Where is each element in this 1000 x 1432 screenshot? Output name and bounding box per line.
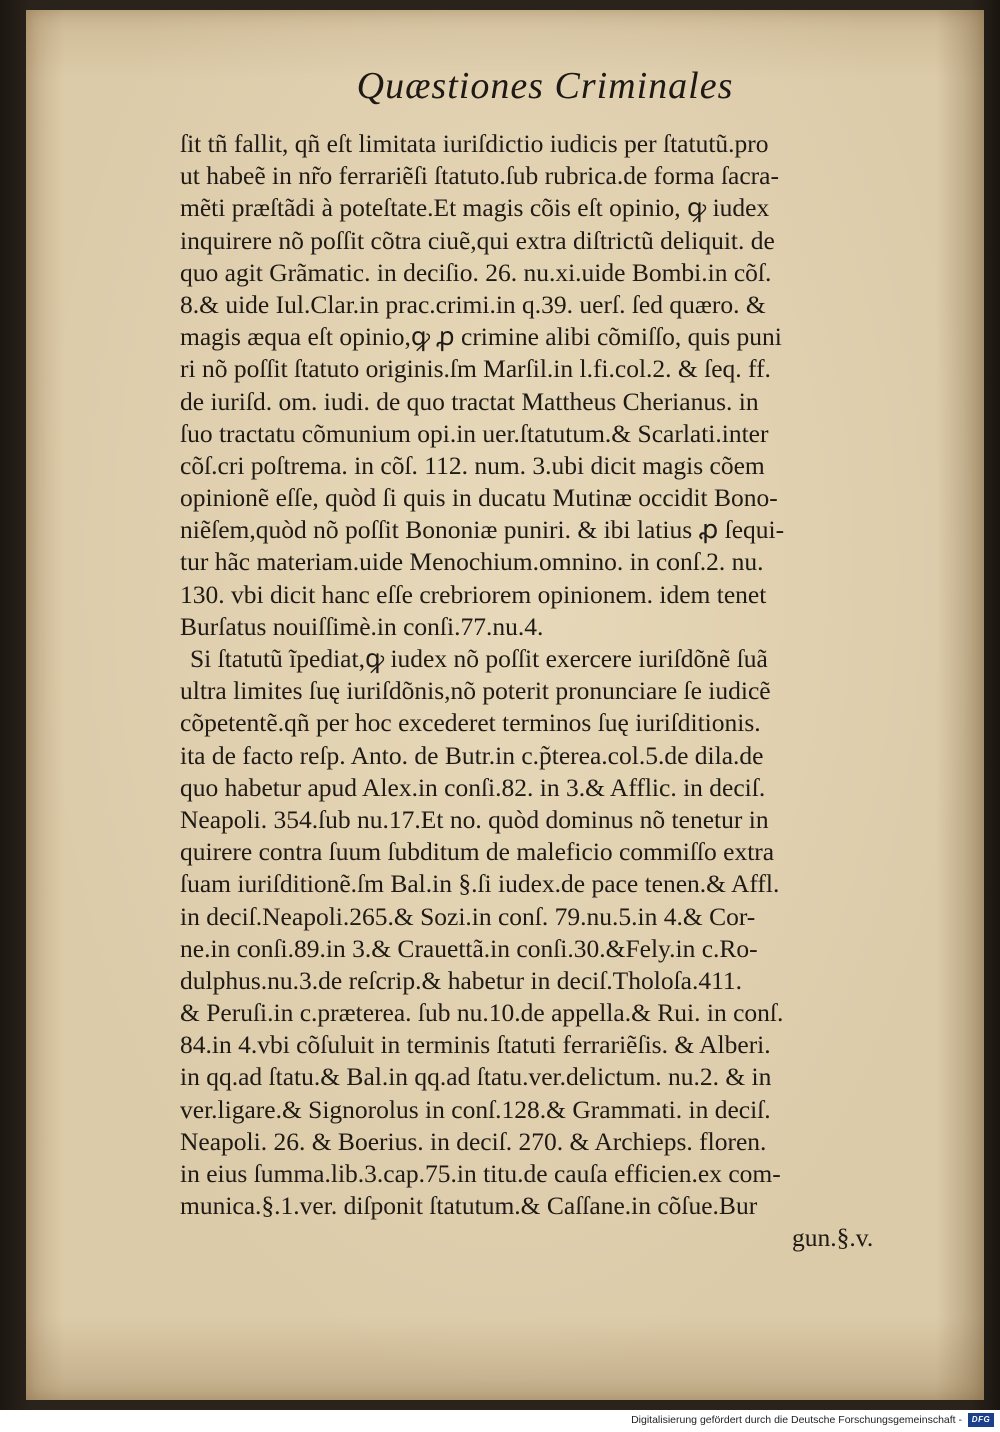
text-line: opinionẽ eſſe, quòd ſi quis in ducatu Mutinæ occidit Bono-	[180, 483, 778, 513]
text-line: tur hãc materiam.uide Menochium.omnino. in conſ.2. nu.	[180, 547, 764, 577]
text-line: 130. vbi dicit hanc eſſe crebriorem opinionem. idem tenet	[180, 579, 767, 609]
text-line: 8.& uide Iul.Clar.in prac.crimi.in q.39. uerſ. ſed quæro. &	[180, 289, 766, 319]
dfg-logo: DFG	[968, 1413, 994, 1427]
text-line: ver.ligare.& Signorolus in conſ.128.& Grammati. in deciſ.	[180, 1094, 771, 1124]
text-line: inquirere nõ poſſit cõtra ciuẽ,qui extra diſtrictũ deliquit. de	[180, 225, 775, 255]
text-line: ita de facto reſp. Anto. de Butr.in c.p̃terea.col.5.de dila.de	[180, 740, 764, 770]
text-line: in deciſ.Neapoli.265.& Sozi.in conſ. 79.nu.5.in 4.& Cor-	[180, 901, 756, 931]
paragraph-start-line: Si ſtatutũ ĩpediat,ꝙ iudex nõ poſſit exercere iuriſdõnẽ ſuã	[190, 644, 768, 673]
text-line: Neapoli. 354.ſub nu.17.Et no. quòd dominus nõ tenetur in	[180, 804, 769, 834]
text-line: Burſatus nouiſſimè.in conſi.77.nu.4.	[180, 611, 544, 641]
text-line: cõpetentẽ.qñ per hoc excederet terminos ſuę iuriſditionis.	[180, 708, 761, 738]
final-line: gun.§.v.	[792, 1223, 874, 1253]
text-line: munica.§.1.ver. diſponit ſtatutum.& Caſſane.in cõſue.Bur	[180, 1191, 758, 1221]
text-line: ut habeẽ in nr̃o ferrariẽſi ſtatuto.ſub rubrica.de forma ſacra-	[180, 161, 779, 191]
text-line: 84.in 4.vbi cõſuluit in terminis ſtatuti ferrariẽſis. & Alberi.	[180, 1030, 771, 1060]
text-line: magis æqua eſt opinio,ꝙ ꝓ crimine alibi cõmiſſo, quis puni	[180, 322, 782, 352]
text-line: in eius ſumma.lib.3.cap.75.in titu.de cauſa efficien.ex com-	[180, 1159, 781, 1188]
funding-credit: Digitalisierung gefördert durch die Deutsche Forschungsgemeinschaft -	[631, 1414, 962, 1426]
text-line: Neapoli. 26. & Boerius. in deciſ. 270. & Archieps. floren.	[180, 1126, 767, 1156]
text-line: ne.in conſi.89.in 3.& Crauettã.in conſi.30.&Fely.in c.Ro-	[180, 933, 758, 963]
text-line: mẽti præſtãdi à poteſtate.Et magis cõis eſt opinio, ꝙ iudex	[180, 193, 770, 223]
text-line: niẽſem,quòd nõ poſſit Bononiæ puniri. & ibi latius ꝓ ſequi-	[180, 515, 785, 545]
footer-bar	[0, 1410, 1000, 1432]
text-line: ſuo tractatu cõmunium opi.in uer.ſtatutum.& Scarlati.inter	[180, 418, 769, 448]
text-line: ultra limites ſuę iuriſdõnis,nõ poterit pronunciare ſe iudicẽ	[180, 676, 771, 706]
running-head: Quæstiones Criminales	[356, 65, 734, 107]
text-line: quirere contra ſuum ſubditum de maleficio commiſſo extra	[180, 837, 775, 867]
text-line: ri nõ poſſit ſtatuto originis.ſm Marſil.in l.fi.col.2. & ſeq. ff.	[180, 354, 771, 384]
text-line: quo agit Grãmatic. in deciſio. 26. nu.xi.uide Bombi.in cõſ.	[180, 257, 772, 287]
text-line: quo habetur apud Alex.in conſi.82. in 3.& Afflic. in deciſ.	[180, 772, 766, 802]
text-line: de iuriſd. om. iudi. de quo tractat Mattheus Cherianus. in	[180, 386, 759, 416]
text-line: dulphus.nu.3.de reſcrip.& habetur in deciſ.Tholoſa.411.	[180, 965, 743, 995]
text-line: cõſ.cri poſtrema. in cõſ. 112. num. 3.ubi dicit magis cõem	[180, 450, 765, 480]
body-text	[180, 128, 940, 1255]
text-line: ſit tñ fallit, qñ eſt limitata iuriſdictio iudicis per ſtatutũ.pro	[180, 129, 769, 158]
text-line: in qq.ad ſtatu.& Bal.in qq.ad ſtatu.ver.delictum. nu.2. & in	[180, 1062, 772, 1092]
text-line: ſuam iuriſditionẽ.ſm Bal.in §.ſi iudex.de pace tenen.& Affl.	[180, 869, 780, 899]
text-line: & Peruſi.in c.præterea. ſub nu.10.de appella.& Rui. in conſ.	[180, 998, 784, 1028]
